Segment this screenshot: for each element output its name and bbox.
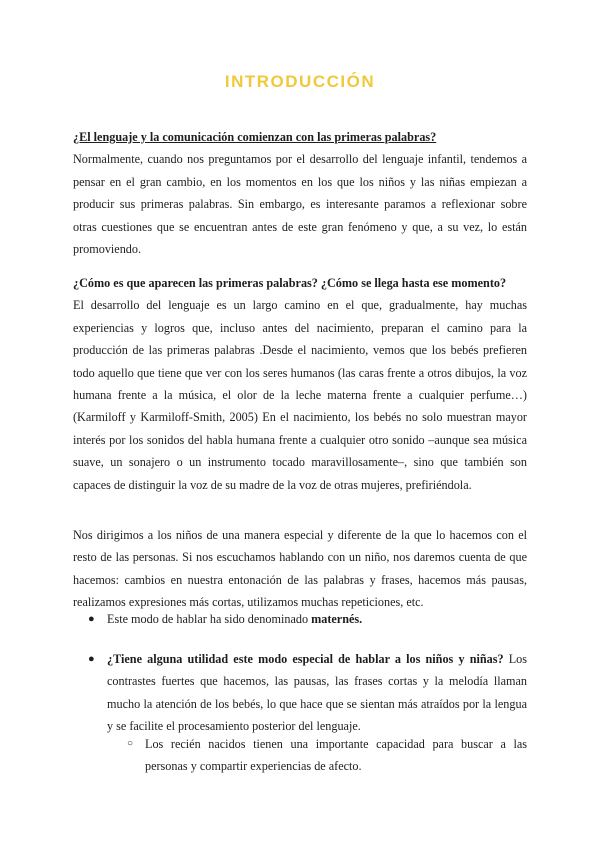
section-1-heading: ¿El lenguaje y la comunicación comienzan con las primeras palabras? [73,130,437,144]
bullet-item-utilidad [107,648,527,738]
page-title: INTRODUCCIÓN [224,72,376,91]
section-1-body: Normalmente, cuando nos preguntamos por el desarrollo del lenguaje infantil, tendemos a pensar en el gran cambio, en los momentos en los que los niños y las niñas empiezan a producir sus primeras palabras. Sin embargo, es interesante paramos a reflexionar sobre otras cuestiones que se encuentran antes de este gran fenómeno y que, a su vez, lo están promoviendo. [73,152,527,257]
sub-bullet-item: Los recién nacidos tienen una importante capacidad para buscar a las personas y compartir experiencias de afecto. [145,737,527,774]
bullet-2-text: Los contrastes fuertes que hacemos, las pausas, las frases cortas y la melodía llaman mucho la atención de los bebés, lo que hace que se sientan más atraídos por la lengua y se facilite el procesamiento posterior del lenguaje. [107,652,528,734]
sub-bullet-marker: ○ [127,738,134,749]
section-1 [73,126,527,260]
section-3 [73,524,527,614]
bullet-item-maternes [107,608,527,630]
bullet-1-bold: maternés. [311,612,363,626]
section-2-body: El desarrollo del lenguaje es un largo camino en el que, gradualmente, hay muchas experiencias y logros que, incluso antes del nacimiento, preparan el camino para la producción de las primeras palabras .Desde el nacimiento, vemos que los bebés prefieren todo aquello que tiene que ver con los seres humanos (las caras frente a otros dibujos, la voz humana frente a la música, el olor de la leche materna frente a cualquier perfume…)(Karmiloff y Karmiloff-Smith, 2005) En el nacimiento, los bebés no solo muestran mayor interés por los sonidos del habla humana frente a cualquier otro sonido –aunque sea música suave, un sonajero o un instrumento tocado maravillosamente–, sino que también son capaces de distinguir la voz de su madre de la voz de otras mujeres, prefiriéndola. [73,298,527,492]
section-2 [73,272,527,496]
bullet-2-bold: ¿Tiene alguna utilidad este modo especial de hablar a los niños y niñas? [107,652,504,666]
bullet-1-text: Este modo de hablar ha sido denominado [107,612,312,626]
bullet-marker: ● [88,653,95,665]
bullet-marker: ● [88,613,95,625]
section-3-body: Nos dirigimos a los niños de una manera especial y diferente de la que lo hacemos con el resto de las personas. Si nos escuchamos hablando con un niño, nos daremos cuenta de que hacemos: cambios en nuestra entonación de las palabras y frases, hacemos más pausas, realizamos expresiones más cortas, utilizamos muchas repeticiones, etc. [73,528,527,610]
section-2-heading: ¿Cómo es que aparecen las primeras palabras? ¿Cómo se llega hasta ese momento? [73,276,507,290]
